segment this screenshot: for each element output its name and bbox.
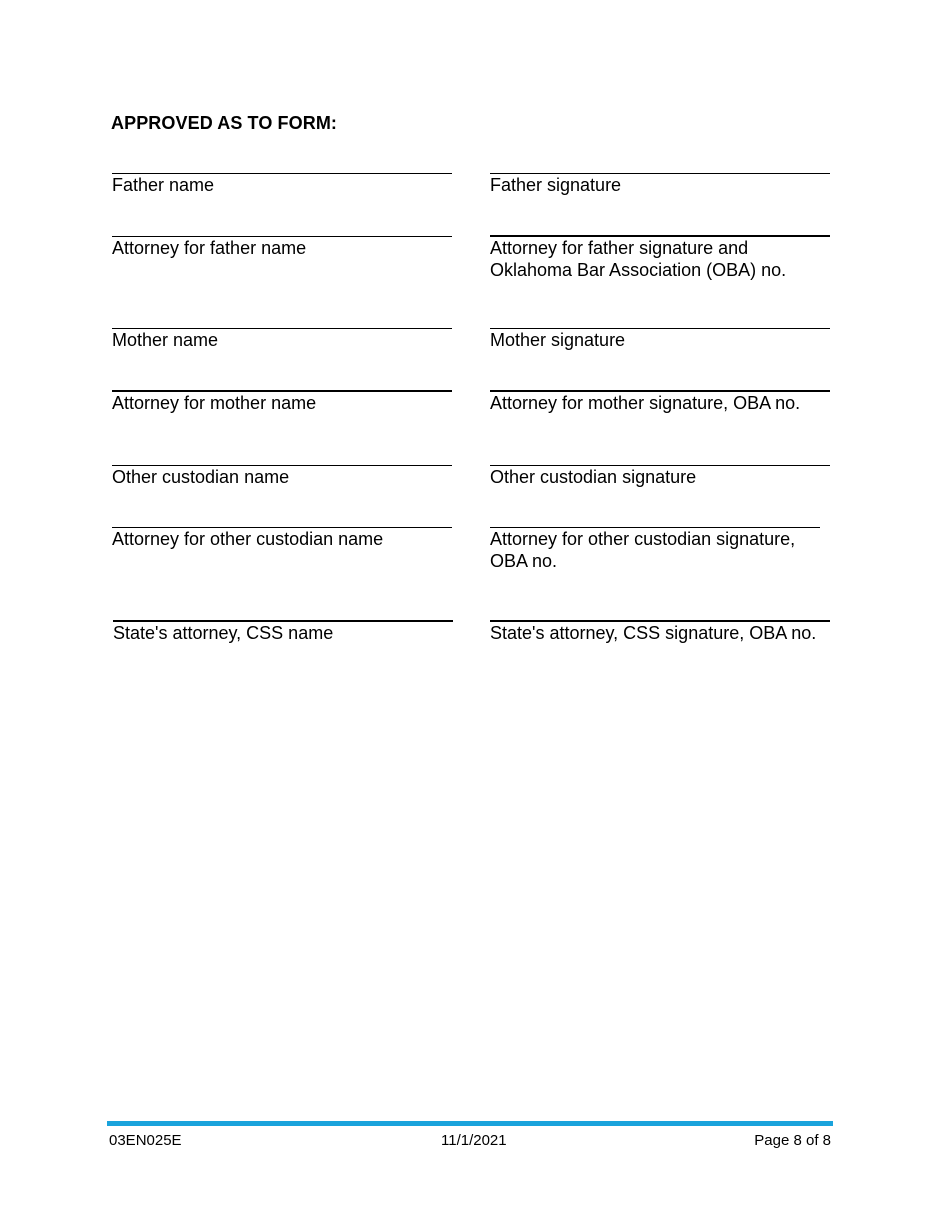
state-attorney-name-line: State's attorney, CSS name [113,620,453,644]
father-signature-line: Father signature [490,173,830,196]
attorney-mother-name-line: Attorney for mother name [112,390,452,414]
form-date: 11/1/2021 [441,1132,507,1149]
other-custodian-signature-line: Other custodian signature [490,465,830,488]
form-id: 03EN025E [109,1132,182,1149]
attorney-father-signature-line: Attorney for father signature and Oklahoma Bar Association (OBA) no. [490,235,830,281]
attorney-mother-signature-line: Attorney for mother signature, OBA no. [490,390,830,414]
attorney-father-name-line: Attorney for father name [112,236,452,259]
father-name-line: Father name [112,173,452,196]
state-attorney-signature-line: State's attorney, CSS signature, OBA no. [490,620,830,644]
form-heading: APPROVED AS TO FORM: [111,113,338,133]
page-number: Page 8 of 8 [754,1132,831,1149]
mother-name-line: Mother name [112,328,452,351]
other-custodian-name-line: Other custodian name [112,465,452,488]
attorney-other-custodian-signature-line: Attorney for other custodian signature, OBA no. [490,527,820,572]
attorney-other-custodian-name-line: Attorney for other custodian name [112,527,452,550]
mother-signature-line: Mother signature [490,328,830,351]
footer-rule [107,1121,833,1126]
